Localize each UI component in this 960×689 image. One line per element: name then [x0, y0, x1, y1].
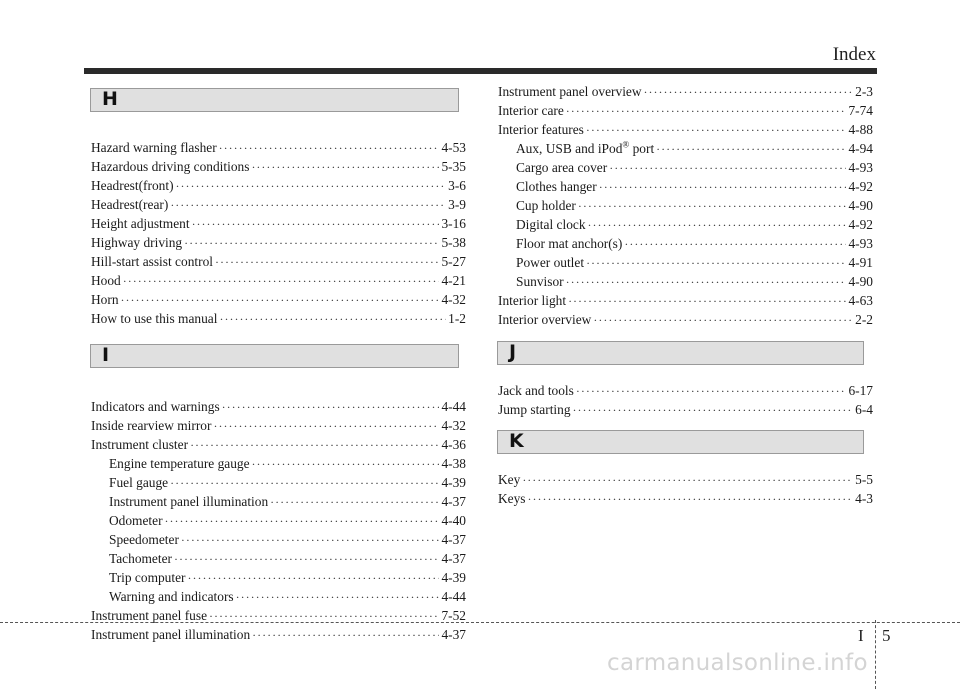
index-subentry: Digital clock ····· 4-92 [498, 215, 873, 234]
index-subentry: Speedometer ····· 4-37 [91, 530, 466, 549]
index-subentry: Aux, USB and iPod® port ····· 4-94 [498, 139, 873, 158]
index-entry: Interior overview ····· 2-2 [498, 310, 873, 329]
index-subentry: Instrument panel illumination ····· 4-37 [91, 492, 466, 511]
index-subentry: Power outlet ····· 4-91 [498, 253, 873, 272]
index-entry: How to use this manual ····· 1-2 [91, 309, 466, 328]
index-subentry: Sunvisor ····· 4-90 [498, 272, 873, 291]
index-subentry: Warning and indicators ····· 4-44 [91, 587, 466, 606]
index-subentry: Trip computer ····· 4-39 [91, 568, 466, 587]
index-subentry: Floor mat anchor(s) ····· 4-93 [498, 234, 873, 253]
index-list-i [91, 397, 466, 644]
section-h-header [90, 88, 459, 112]
header-rule [84, 68, 877, 74]
footer-divider [875, 620, 876, 689]
index-entry: Jump starting ····· 6-4 [498, 400, 873, 419]
index-entry: Instrument panel fuse ····· 7-52 [91, 606, 466, 625]
index-entry: Key ····· 5-5 [498, 470, 873, 489]
page-title: Index [832, 44, 876, 65]
index-entry: Instrument panel illumination ····· 4-37 [91, 625, 466, 644]
index-list-k [498, 470, 873, 508]
section-letter: K [509, 430, 524, 452]
index-entry: Interior light ····· 4-63 [498, 291, 873, 310]
page-number [858, 626, 891, 646]
index-entry: Jack and tools ····· 6-17 [498, 381, 873, 400]
index-entry: Hazardous driving conditions ····· 5-35 [91, 157, 466, 176]
index-subentry: Clothes hanger ····· 4-92 [498, 177, 873, 196]
index-list-h [91, 138, 466, 328]
index-subentry: Tachometer ····· 4-37 [91, 549, 466, 568]
section-letter: I [102, 344, 110, 366]
index-entry: Keys ····· 4-3 [498, 489, 873, 508]
index-entry: Height adjustment ····· 3-16 [91, 214, 466, 233]
index-entry: Hill-start assist control ····· 5-27 [91, 252, 466, 271]
index-subentry: Cargo area cover ····· 4-93 [498, 158, 873, 177]
left-column [91, 88, 466, 644]
index-entry: Highway driving ····· 5-38 [91, 233, 466, 252]
index-entry: Instrument panel overview ····· 2-3 [498, 82, 873, 101]
footer-page-number: 5 [882, 626, 891, 645]
index-entry: Headrest(rear) ····· 3-9 [91, 195, 466, 214]
section-letter: J [509, 341, 517, 363]
index-subentry: Fuel gauge ····· 4-39 [91, 473, 466, 492]
footer-rule [0, 622, 960, 623]
section-letter: H [102, 88, 118, 110]
index-entry: Interior features ····· 4-88 [498, 120, 873, 139]
index-entry: Hood ····· 4-21 [91, 271, 466, 290]
index-entry: Hazard warning flasher ····· 4-53 [91, 138, 466, 157]
index-subentry: Odometer ····· 4-40 [91, 511, 466, 530]
index-subentry: Engine temperature gauge ····· 4-38 [91, 454, 466, 473]
section-j-header [497, 341, 864, 365]
watermark-text: carmanualsonline.info [607, 650, 868, 676]
index-entry: Indicators and warnings ····· 4-44 [91, 397, 466, 416]
section-k-header [497, 430, 864, 454]
index-list-i-continued [498, 82, 873, 329]
index-list-j [498, 381, 873, 419]
section-i-header [90, 344, 459, 368]
right-column [498, 82, 873, 508]
index-entry: Headrest(front) ····· 3-6 [91, 176, 466, 195]
index-entry: Inside rearview mirror ····· 4-32 [91, 416, 466, 435]
index-entry: Instrument cluster ····· 4-36 [91, 435, 466, 454]
index-entry: Interior care ····· 7-74 [498, 101, 873, 120]
footer-section-letter: I [858, 626, 864, 645]
index-entry: Horn ····· 4-32 [91, 290, 466, 309]
index-subentry: Cup holder ····· 4-90 [498, 196, 873, 215]
